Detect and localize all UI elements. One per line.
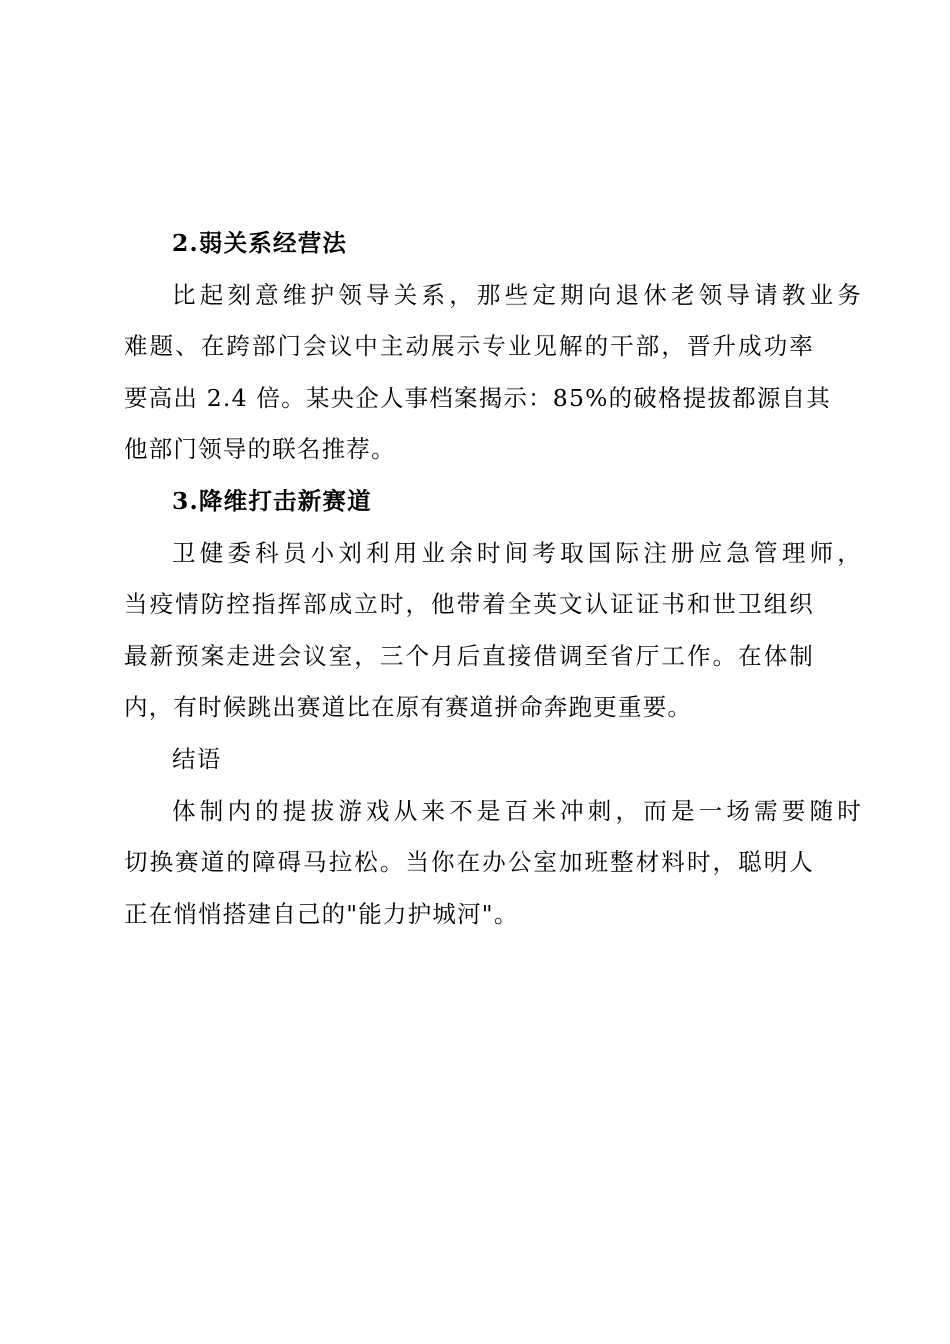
conclusion-paragraph	[124, 786, 862, 941]
paragraph-line: 正在悄悄搭建自己的"能力护城河"。	[124, 899, 519, 928]
paragraph-line: 卫健委科员小刘利用业余时间考取国际注册应急管理师，	[172, 538, 862, 567]
paragraph-line: 难题、在跨部门会议中主动展示专业见解的干部，晋升成功率	[124, 332, 814, 361]
paragraph-line: 他部门领导的联名推荐。	[124, 435, 396, 464]
section-2-heading: 2.弱关系经营法	[172, 229, 348, 257]
paragraph-line: 要高出 2.4 倍。某央企人事档案揭示：85%的破格提拔都源自其	[124, 383, 831, 412]
paragraph-line: 比起刻意维护领导关系，那些定期向退休老领导请教业务	[172, 280, 862, 309]
document-body	[124, 218, 862, 940]
paragraph-line: 内，有时候跳出赛道比在原有赛道拼命奔跑更重要。	[124, 693, 693, 722]
section-3-paragraph	[124, 528, 862, 734]
conclusion-heading: 结语	[172, 744, 222, 773]
paragraph-line: 切换赛道的障碍马拉松。当你在办公室加班整材料时，聪明人	[124, 848, 814, 877]
paragraph-line: 最新预案走进会议室，三个月后直接借调至省厅工作。在体制	[124, 641, 814, 670]
section-2-paragraph	[124, 270, 862, 476]
section-3-heading: 3.降维打击新赛道	[172, 486, 372, 515]
paragraph-line: 当疫情防控指挥部成立时，他带着全英文认证证书和世卫组织	[124, 590, 814, 619]
paragraph-line: 体制内的提拔游戏从来不是百米冲刺，而是一场需要随时	[172, 796, 862, 825]
